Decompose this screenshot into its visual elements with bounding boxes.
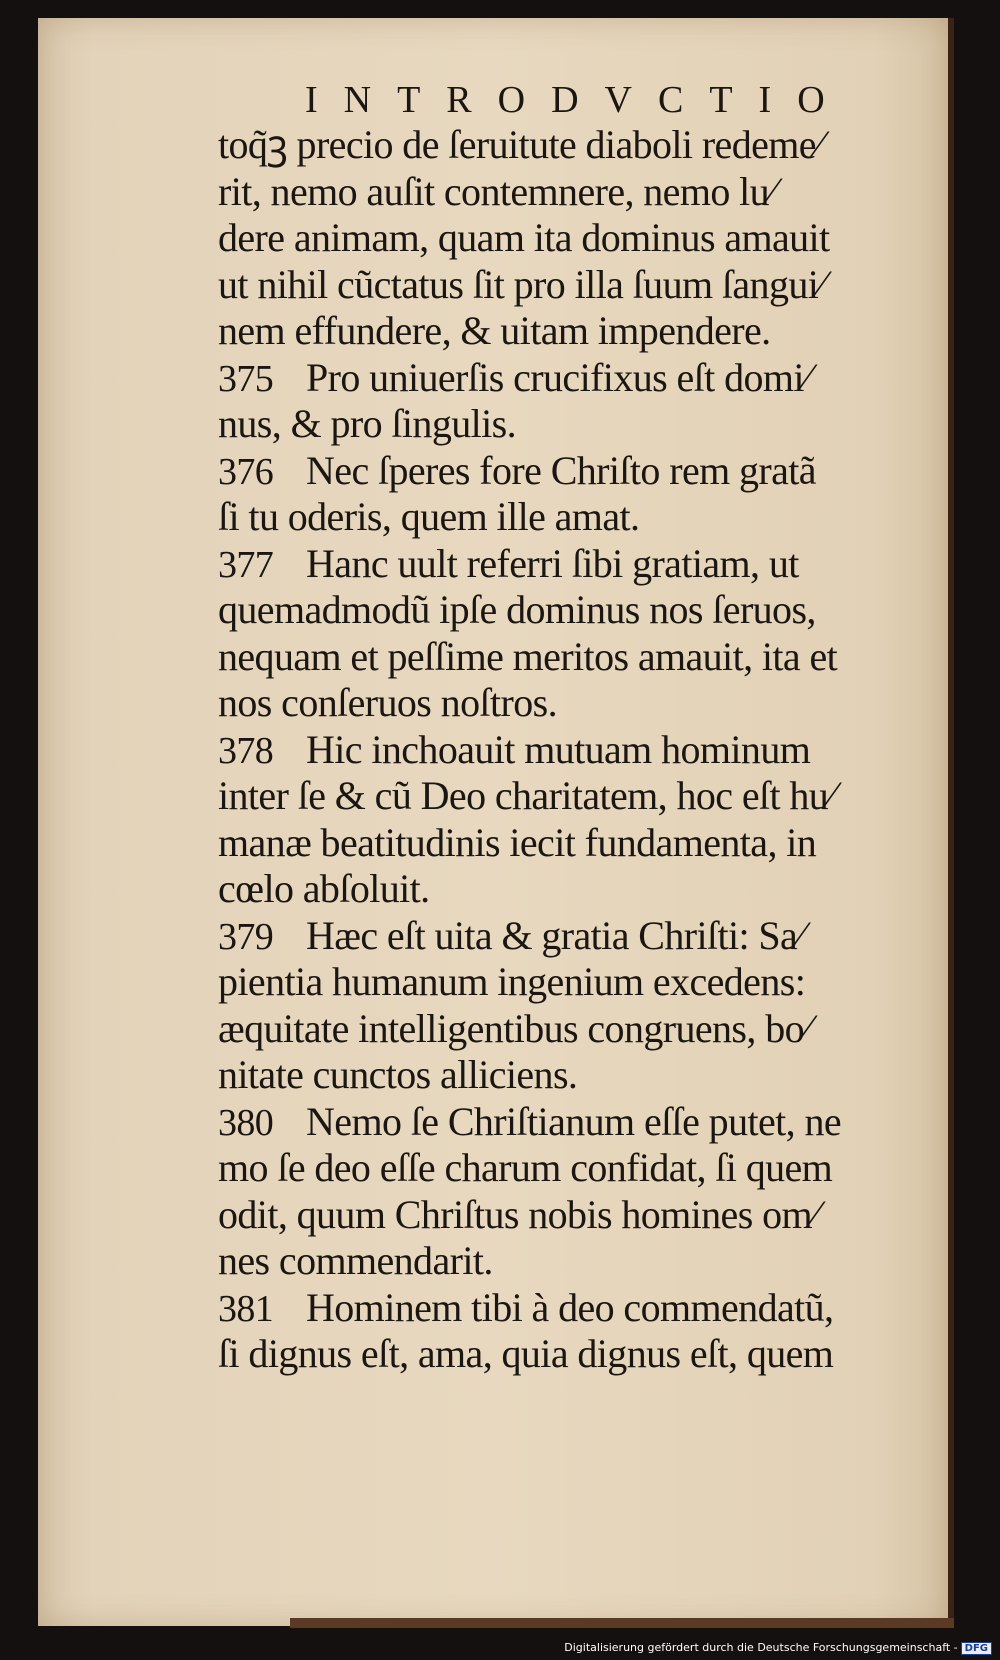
- line-text: nem effundere, & uitam impendere.: [218, 308, 771, 353]
- text-line: [218, 1192, 953, 1239]
- line-text: toq̃ꝫ precio de ſeruitute diaboli redeme⁄: [218, 122, 822, 167]
- text-line: [218, 913, 953, 960]
- text-line: [218, 401, 953, 448]
- paragraph-number: 379: [218, 915, 274, 958]
- line-text: ut nihil cũctatus ſit pro illa ſuum ſangui⁄: [218, 261, 825, 307]
- text-line: [218, 1006, 953, 1053]
- line-text: cœlo abſoluit.: [218, 866, 430, 911]
- line-text: Nemo ſe Chriſtianum eſſe putet, ne: [306, 1098, 842, 1144]
- text-line: [218, 169, 953, 216]
- text-line: [218, 773, 953, 820]
- running-head: INTRODVCTIO: [305, 79, 851, 121]
- text-line: [218, 1145, 953, 1192]
- text-line: [218, 959, 953, 1006]
- line-text: Hominem tibi à deo commendatũ,: [306, 1284, 834, 1330]
- paragraph-number: 378: [218, 729, 274, 772]
- text-line: [218, 820, 953, 867]
- text-line: [218, 866, 953, 913]
- line-text: pientia humanum ingenium excedens:: [218, 959, 806, 1004]
- line-text: æquitate intelligentibus congruens, bo⁄: [218, 1005, 811, 1051]
- line-text: Hic inchoauit mutuam hominum: [306, 726, 811, 772]
- line-text: nequam et peſſime meritos amauit, ita et: [218, 633, 838, 679]
- line-text: ſi dignus eſt, ama, quia dignus eſt, quem: [218, 1331, 834, 1376]
- line-text: Hanc uult referri ſibi gratiam, ut: [306, 540, 799, 586]
- text-line: [218, 680, 953, 727]
- text-line: [218, 308, 953, 355]
- text-line: [218, 494, 953, 541]
- text-line: [218, 122, 953, 169]
- line-text: odit, quum Chriſtus nobis homines om⁄: [218, 1191, 819, 1237]
- dfg-logo: DFG: [961, 1642, 992, 1655]
- text-line: [218, 1285, 953, 1332]
- line-text: manæ beatitudinis iecit fundamenta, in: [218, 819, 817, 865]
- line-text: nes commendarit.: [218, 1238, 493, 1283]
- text-line: [218, 215, 953, 262]
- line-text: nos conſeruos noſtros.: [218, 680, 557, 725]
- paragraph-number: 377: [218, 543, 274, 586]
- text-line: [218, 448, 953, 495]
- text-line: [218, 587, 953, 634]
- line-text: Pro uniuerſis crucifixus eſt domi⁄: [306, 354, 810, 400]
- line-text: quemadmodũ ipſe dominus nos ſeruos,: [218, 587, 816, 632]
- text-line: [218, 634, 953, 681]
- line-text: nitate cunctos alliciens.: [218, 1052, 578, 1097]
- text-line: [218, 541, 953, 588]
- body-text: [218, 122, 953, 1378]
- line-text: inter ſe & cũ Deo charitatem, hoc eſt hu⁄: [218, 773, 835, 818]
- text-line: [218, 1331, 953, 1378]
- paragraph-number: 381: [218, 1287, 274, 1330]
- text-line: [218, 355, 953, 402]
- digitization-credit: [564, 1641, 992, 1655]
- line-text: mo ſe deo eſſe charum confidat, ſi quem: [218, 1145, 833, 1190]
- paragraph-number: 376: [218, 450, 274, 493]
- text-line: [218, 1099, 953, 1146]
- line-text: rit, nemo auſit contemnere, nemo lu⁄: [218, 168, 776, 214]
- paragraph-number: 380: [218, 1101, 274, 1144]
- text-line: [218, 727, 953, 774]
- credit-text: Digitalisierung gefördert durch die Deutsche Forschungsgemeinschaft -: [564, 1641, 958, 1654]
- line-text: Nec ſperes fore Chriſto rem gratã: [306, 447, 816, 493]
- line-text: nus, & pro ſingulis.: [218, 401, 517, 446]
- line-text: ſi tu oderis, quem ille amat.: [218, 494, 640, 539]
- line-text: dere animam, quam ita dominus amauit: [218, 215, 830, 260]
- line-text: Hæc eſt uita & gratia Chriſti: Sa⁄: [306, 912, 804, 958]
- paragraph-number: 375: [218, 357, 274, 400]
- page-bottom-edge: [290, 1618, 954, 1628]
- text-line: [218, 1052, 953, 1099]
- text-line: [218, 262, 953, 309]
- text-line: [218, 1238, 953, 1285]
